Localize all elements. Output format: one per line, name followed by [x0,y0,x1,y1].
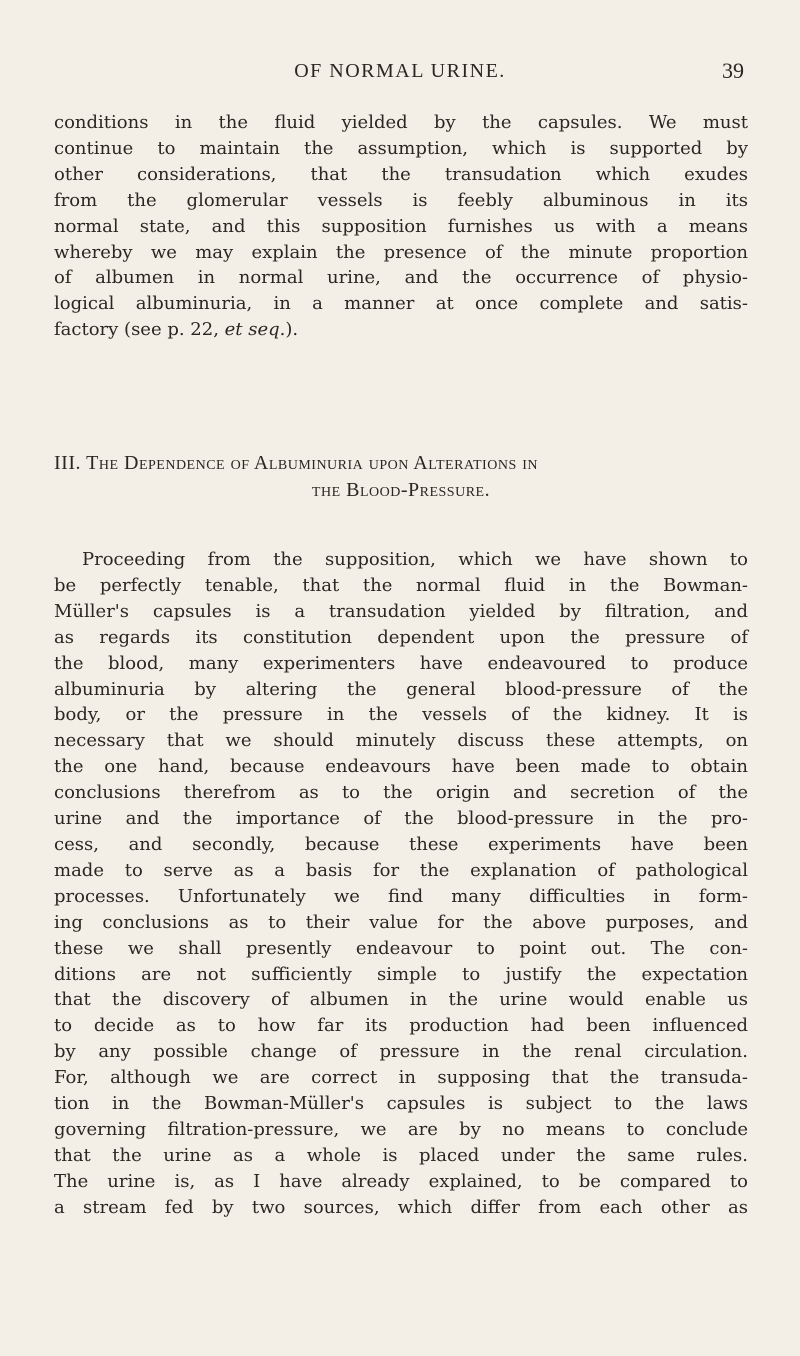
section-heading-line: III. The Dependence of Albuminuria upon Alterations in [54,452,538,474]
text-line: continue to maintain the assumption, which is supported by [54,137,748,159]
text-line: other considerations, that the transudation which exudes [54,163,748,185]
text-line: normal state, and this supposition furnishes us with a means [54,215,748,237]
text-line: processes. Unfortunately we find many difficulties in form- [54,885,748,907]
text-line: body, or the pressure in the vessels of the kidney. It is [54,704,748,726]
text-line: from the glomerular vessels is feebly albuminous in its [54,189,748,211]
text-line-last [54,317,748,343]
text-line: made to serve as a basis for the explanation of pathological [54,859,748,881]
text-line: that the discovery of albumen in the urine would enable us [54,989,748,1011]
text-line: ing conclusions as to their value for the above purposes, and [54,911,748,933]
text-line: the blood, many experimenters have endeavoured to produce [54,652,748,674]
paragraph-continued [54,110,748,343]
latin-abbreviation: et seq. [224,319,286,341]
text-line: be perfectly tenable, that the normal fluid in the Bowman- [54,574,748,596]
text-line: tion in the Bowman-Müller's capsules is subject to the laws [54,1093,748,1115]
text-line: that the urine as a whole is placed under the same rules. [54,1144,748,1166]
text-line: of albumen in normal urine, and the occurrence of physio- [54,267,748,289]
text-line: Proceeding from the supposition, which we have shown to [82,549,748,570]
text-line: necessary that we should minutely discuss these attempts, on [54,730,748,752]
text-line: The urine is, as I have already explained, to be compared to [54,1170,748,1192]
text-segment: ). [285,319,299,341]
running-title: OF NORMAL URINE. [294,60,506,82]
page-number: 39 [722,58,744,83]
text-line: the one hand, because endeavours have been made to obtain [54,756,748,778]
text-line: a stream fed by two sources, which differ from each other as [54,1196,748,1218]
text-line: conclusions therefrom as to the origin and secretion of the [54,782,748,804]
text-line: whereby we may explain the presence of the minute proportion [54,241,748,263]
running-head [0,58,800,88]
text-line: as regards its constitution dependent upon the pressure of [54,626,748,648]
text-line: these we shall presently endeavour to point out. The con- [54,937,748,959]
text-segment: factory (see p. 22, [54,319,225,341]
text-line: logical albuminuria, in a manner at once complete and satis- [54,293,748,315]
text-line: to decide as to how far its production had been influenced [54,1015,748,1037]
text-line: by any possible change of pressure in the renal circulation. [54,1041,748,1063]
text-line: governing filtration-pressure, we are by no means to conclude [54,1118,748,1140]
section-heading-line: the Blood-Pressure. [311,479,491,501]
text-line: ditions are not sufficiently simple to justify the expectation [54,963,748,985]
paragraph-main [54,547,748,1221]
text-line: For, although we are correct in supposing that the transuda- [54,1067,748,1089]
text-line: Müller's capsules is a transudation yielded by filtration, and [54,600,748,622]
text-line: albuminuria by altering the general blood-pressure of the [54,678,748,700]
text-line: cess, and secondly, because these experiments have been [54,833,748,855]
section-heading [54,450,748,504]
text-line: conditions in the fluid yielded by the capsules. We must [54,112,748,133]
text-line: urine and the importance of the blood-pressure in the pro- [54,808,748,830]
